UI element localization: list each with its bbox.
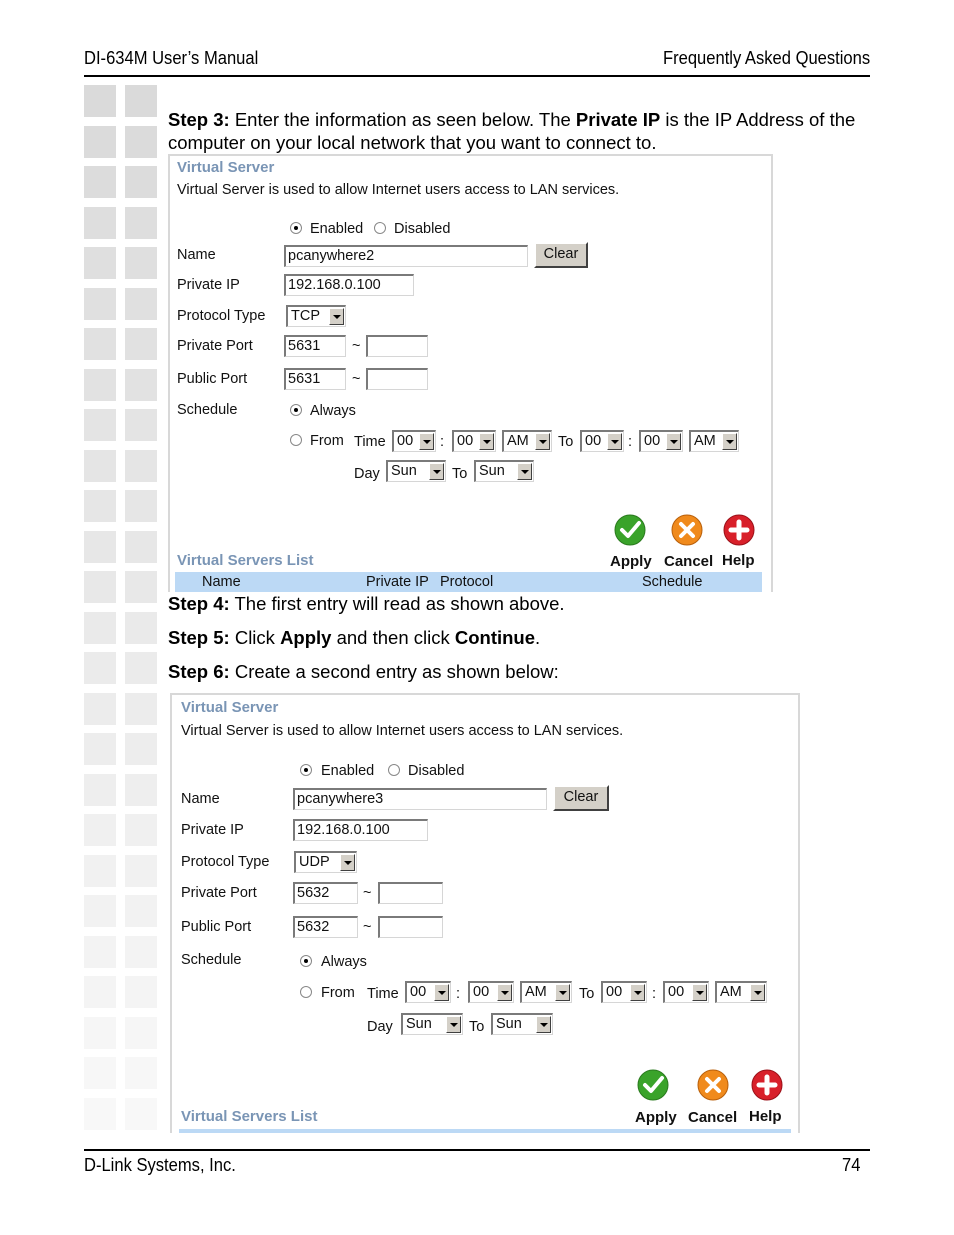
disabled-radio[interactable] bbox=[374, 222, 386, 234]
enabled-radio[interactable] bbox=[290, 222, 302, 234]
protocol-type-select[interactable] bbox=[294, 851, 357, 873]
decorative-tile bbox=[84, 936, 116, 968]
decorative-tile bbox=[125, 207, 157, 239]
decorative-tile bbox=[84, 571, 116, 603]
chevron-down-icon bbox=[340, 854, 355, 871]
decorative-tile bbox=[84, 531, 116, 563]
decorative-tile bbox=[125, 855, 157, 887]
step-4-label: Step 4: bbox=[168, 593, 230, 614]
panel-description: Virtual Server is used to allow Internet users access to LAN services. bbox=[177, 182, 620, 198]
time-to-label: To bbox=[579, 986, 595, 1002]
private-port-label: Private Port bbox=[181, 885, 257, 901]
chevron-down-icon bbox=[666, 433, 681, 450]
decorative-tile bbox=[125, 369, 157, 401]
always-radio[interactable] bbox=[300, 955, 312, 967]
public-port-end-input[interactable] bbox=[366, 368, 428, 390]
end-minute-select[interactable] bbox=[639, 430, 683, 452]
decorative-tile-column bbox=[84, 84, 160, 1150]
enabled-label: Enabled bbox=[310, 221, 364, 237]
end-ampm-select[interactable] bbox=[689, 430, 739, 452]
decorative-tile bbox=[84, 450, 116, 482]
start-minute-select[interactable] bbox=[452, 430, 496, 452]
chevron-down-icon bbox=[692, 984, 707, 1001]
decorative-tile bbox=[125, 1098, 157, 1130]
decorative-tile bbox=[125, 126, 157, 158]
help-plus-icon[interactable] bbox=[723, 514, 755, 546]
name-label: Name bbox=[181, 791, 220, 807]
chevron-down-icon bbox=[497, 984, 512, 1001]
decorative-tile bbox=[125, 85, 157, 117]
decorative-tile bbox=[125, 814, 157, 846]
footer-rule bbox=[84, 1149, 870, 1151]
port-range-tilde: ~ bbox=[363, 885, 372, 901]
col-protocol: Protocol bbox=[440, 574, 494, 590]
decorative-tile bbox=[84, 976, 116, 1008]
cancel-x-icon[interactable] bbox=[697, 1069, 729, 1101]
step-3-text-a: Enter the information as seen below. The bbox=[229, 109, 576, 130]
step-4-text: The first entry will read as shown above. bbox=[229, 593, 565, 614]
step-6-label: Step 6: bbox=[168, 661, 230, 682]
public-port-end-input[interactable] bbox=[378, 916, 443, 938]
step-5-text-d: Continue bbox=[454, 627, 536, 648]
time-colon: : bbox=[652, 986, 657, 1002]
end-minute-value: 00 bbox=[668, 984, 685, 1000]
chevron-down-icon bbox=[517, 463, 532, 480]
public-port-start-input[interactable]: 5631 bbox=[284, 368, 346, 390]
start-minute-select[interactable] bbox=[468, 981, 514, 1003]
chevron-down-icon bbox=[630, 984, 645, 1001]
decorative-tile bbox=[84, 693, 116, 725]
decorative-tile bbox=[125, 328, 157, 360]
private-ip-input[interactable]: 192.168.0.100 bbox=[293, 819, 428, 841]
private-ip-input[interactable]: 192.168.0.100 bbox=[284, 274, 414, 296]
end-day-value: Sun bbox=[479, 463, 505, 479]
chevron-down-icon bbox=[446, 1016, 461, 1033]
public-port-start-input[interactable]: 5632 bbox=[293, 916, 358, 938]
end-day-select[interactable] bbox=[474, 460, 534, 482]
chevron-down-icon bbox=[479, 433, 494, 450]
chevron-down-icon bbox=[434, 984, 449, 1001]
name-input[interactable]: pcanywhere3 bbox=[293, 788, 547, 810]
schedule-label: Schedule bbox=[181, 952, 242, 968]
page-number: 74 bbox=[842, 1155, 861, 1175]
day-to-label: To bbox=[469, 1019, 485, 1035]
decorative-tile bbox=[84, 1098, 116, 1130]
start-minute-value: 00 bbox=[457, 433, 474, 449]
protocol-type-label: Protocol Type bbox=[181, 854, 270, 870]
enabled-label: Enabled bbox=[321, 763, 375, 779]
decorative-tile bbox=[125, 936, 157, 968]
col-name: Name bbox=[202, 574, 241, 590]
time-colon: : bbox=[628, 434, 633, 450]
step-5 bbox=[168, 626, 872, 649]
apply-check-icon[interactable] bbox=[614, 514, 646, 546]
step-3-label: Step 3: bbox=[168, 109, 230, 130]
step-3 bbox=[168, 108, 872, 154]
manual-title: DI-634M User’s Manual bbox=[84, 48, 259, 68]
chevron-down-icon bbox=[607, 433, 622, 450]
end-day-value: Sun bbox=[496, 1016, 522, 1032]
day-to-label: To bbox=[452, 466, 468, 482]
private-port-end-input[interactable] bbox=[366, 335, 428, 357]
decorative-tile bbox=[125, 531, 157, 563]
col-schedule: Schedule bbox=[642, 574, 703, 590]
start-ampm-value: AM bbox=[525, 984, 547, 1000]
private-port-start-input[interactable]: 5631 bbox=[284, 335, 346, 357]
decorative-tile bbox=[125, 1057, 157, 1089]
virtual-servers-list-title: Virtual Servers List bbox=[181, 1108, 318, 1125]
decorative-tile bbox=[84, 328, 116, 360]
step-5-text-e: . bbox=[535, 627, 541, 648]
end-minute-select[interactable] bbox=[663, 981, 709, 1003]
start-ampm-select[interactable] bbox=[520, 981, 572, 1003]
end-hour-select[interactable] bbox=[601, 981, 647, 1003]
decorative-tile bbox=[84, 1057, 116, 1089]
time-to-label: To bbox=[558, 434, 574, 450]
clear-button[interactable]: Clear bbox=[553, 785, 609, 811]
private-port-start-input[interactable]: 5632 bbox=[293, 882, 358, 904]
decorative-tile bbox=[125, 895, 157, 927]
list-header-bar bbox=[179, 1129, 791, 1133]
decorative-tile bbox=[125, 774, 157, 806]
step-5-label: Step 5: bbox=[168, 627, 230, 648]
header-rule bbox=[84, 75, 870, 77]
decorative-tile bbox=[84, 247, 116, 279]
end-day-select[interactable] bbox=[491, 1013, 553, 1035]
public-port-label: Public Port bbox=[181, 919, 252, 935]
always-label: Always bbox=[321, 954, 367, 970]
decorative-tile bbox=[84, 490, 116, 522]
decorative-tile bbox=[125, 288, 157, 320]
enabled-radio[interactable] bbox=[300, 764, 312, 776]
step-5-text-c: and then click bbox=[331, 627, 455, 648]
chevron-down-icon bbox=[750, 984, 765, 1001]
disabled-label: Disabled bbox=[408, 763, 465, 779]
panel-title: Virtual Server bbox=[181, 699, 279, 716]
end-ampm-select[interactable] bbox=[715, 981, 767, 1003]
virtual-servers-list-title: Virtual Servers List bbox=[177, 552, 314, 569]
end-ampm-value: AM bbox=[694, 433, 716, 449]
cancel-x-icon[interactable] bbox=[671, 514, 703, 546]
decorative-tile bbox=[84, 85, 116, 117]
col-private-ip: Private IP bbox=[366, 574, 429, 590]
public-port-label: Public Port bbox=[177, 371, 248, 387]
step-3-text-c: is the IP Address of the computer on your local network that you want to connect to. bbox=[168, 109, 856, 153]
time-colon: : bbox=[456, 986, 461, 1002]
time-label: Time bbox=[367, 986, 399, 1002]
decorative-tile bbox=[125, 166, 157, 198]
end-hour-select[interactable] bbox=[580, 430, 624, 452]
decorative-tile bbox=[84, 166, 116, 198]
list-header-bar bbox=[175, 572, 762, 592]
name-input[interactable]: pcanywhere2 bbox=[284, 245, 528, 267]
chevron-down-icon bbox=[555, 984, 570, 1001]
decorative-tile bbox=[84, 774, 116, 806]
decorative-tile bbox=[125, 490, 157, 522]
always-radio[interactable] bbox=[290, 404, 302, 416]
decorative-tile bbox=[84, 369, 116, 401]
panel-title: Virtual Server bbox=[177, 159, 275, 176]
decorative-tile bbox=[84, 855, 116, 887]
name-label: Name bbox=[177, 247, 216, 263]
decorative-tile bbox=[84, 814, 116, 846]
start-hour-value: 00 bbox=[397, 433, 414, 449]
decorative-tile bbox=[125, 1017, 157, 1049]
chevron-down-icon bbox=[722, 433, 737, 450]
step-5-text-b: Apply bbox=[280, 627, 332, 648]
apply-label[interactable]: Apply bbox=[635, 1109, 677, 1126]
disabled-label: Disabled bbox=[394, 221, 451, 237]
decorative-tile bbox=[125, 450, 157, 482]
end-ampm-value: AM bbox=[720, 984, 742, 1000]
start-day-value: Sun bbox=[406, 1016, 432, 1032]
decorative-tile bbox=[84, 409, 116, 441]
disabled-radio[interactable] bbox=[388, 764, 400, 776]
chevron-down-icon bbox=[419, 433, 434, 450]
cancel-label[interactable]: Cancel bbox=[664, 553, 714, 570]
section-title: Frequently Asked Questions bbox=[662, 48, 870, 68]
help-label[interactable]: Help bbox=[722, 552, 755, 569]
decorative-tile bbox=[125, 409, 157, 441]
private-port-label: Private Port bbox=[177, 338, 253, 354]
chevron-down-icon bbox=[429, 463, 444, 480]
time-label: Time bbox=[354, 434, 386, 450]
decorative-tile bbox=[84, 288, 116, 320]
end-hour-value: 00 bbox=[606, 984, 623, 1000]
company-name: D-Link Systems, Inc. bbox=[84, 1155, 236, 1175]
start-ampm-select[interactable] bbox=[502, 430, 552, 452]
day-label: Day bbox=[367, 1019, 393, 1035]
apply-check-icon[interactable] bbox=[637, 1069, 669, 1101]
time-colon: : bbox=[440, 434, 445, 450]
start-hour-value: 00 bbox=[410, 984, 427, 1000]
cancel-label[interactable]: Cancel bbox=[688, 1109, 738, 1126]
panel-description: Virtual Server is used to allow Internet users access to LAN services. bbox=[181, 723, 624, 739]
step-5-text-a: Click bbox=[229, 627, 281, 648]
virtual-server-panel-2 bbox=[170, 693, 800, 1133]
start-hour-select[interactable] bbox=[392, 430, 436, 452]
decorative-tile bbox=[125, 652, 157, 684]
decorative-tile bbox=[125, 247, 157, 279]
help-label[interactable]: Help bbox=[749, 1108, 782, 1125]
decorative-tile bbox=[84, 126, 116, 158]
port-range-tilde: ~ bbox=[352, 338, 361, 354]
schedule-label: Schedule bbox=[177, 402, 238, 418]
step-3-text-b: Private IP bbox=[575, 109, 661, 130]
start-day-value: Sun bbox=[391, 463, 417, 479]
protocol-type-label: Protocol Type bbox=[177, 308, 266, 324]
from-label: From bbox=[310, 433, 344, 449]
step-6-text: Create a second entry as shown below: bbox=[229, 661, 559, 682]
from-radio[interactable] bbox=[290, 434, 302, 446]
decorative-tile bbox=[84, 895, 116, 927]
private-ip-label: Private IP bbox=[181, 822, 244, 838]
decorative-tile bbox=[125, 693, 157, 725]
protocol-type-select[interactable] bbox=[286, 305, 346, 327]
clear-button[interactable]: Clear bbox=[534, 242, 588, 268]
day-label: Day bbox=[354, 466, 380, 482]
port-range-tilde: ~ bbox=[363, 919, 372, 935]
decorative-tile bbox=[84, 612, 116, 644]
start-day-select[interactable] bbox=[386, 460, 446, 482]
decorative-tile bbox=[84, 652, 116, 684]
protocol-type-value: TCP bbox=[291, 308, 320, 324]
end-hour-value: 00 bbox=[585, 433, 602, 449]
help-plus-icon[interactable] bbox=[751, 1069, 783, 1101]
from-radio[interactable] bbox=[300, 986, 312, 998]
decorative-tile bbox=[125, 733, 157, 765]
apply-label[interactable]: Apply bbox=[610, 553, 652, 570]
end-minute-value: 00 bbox=[644, 433, 661, 449]
private-ip-label: Private IP bbox=[177, 277, 240, 293]
step-4 bbox=[168, 592, 872, 615]
chevron-down-icon bbox=[535, 433, 550, 450]
port-range-tilde: ~ bbox=[352, 371, 361, 387]
decorative-tile bbox=[84, 733, 116, 765]
start-hour-select[interactable] bbox=[405, 981, 451, 1003]
decorative-tile bbox=[84, 1017, 116, 1049]
start-minute-value: 00 bbox=[473, 984, 490, 1000]
private-port-end-input[interactable] bbox=[378, 882, 443, 904]
decorative-tile bbox=[84, 207, 116, 239]
step-6 bbox=[168, 660, 872, 683]
chevron-down-icon bbox=[329, 308, 344, 325]
from-label: From bbox=[321, 985, 355, 1001]
virtual-server-panel-1 bbox=[168, 154, 773, 592]
protocol-type-value: UDP bbox=[299, 854, 330, 870]
chevron-down-icon bbox=[536, 1016, 551, 1033]
start-ampm-value: AM bbox=[507, 433, 529, 449]
decorative-tile bbox=[125, 612, 157, 644]
always-label: Always bbox=[310, 403, 356, 419]
start-day-select[interactable] bbox=[401, 1013, 463, 1035]
decorative-tile bbox=[125, 571, 157, 603]
decorative-tile bbox=[125, 976, 157, 1008]
